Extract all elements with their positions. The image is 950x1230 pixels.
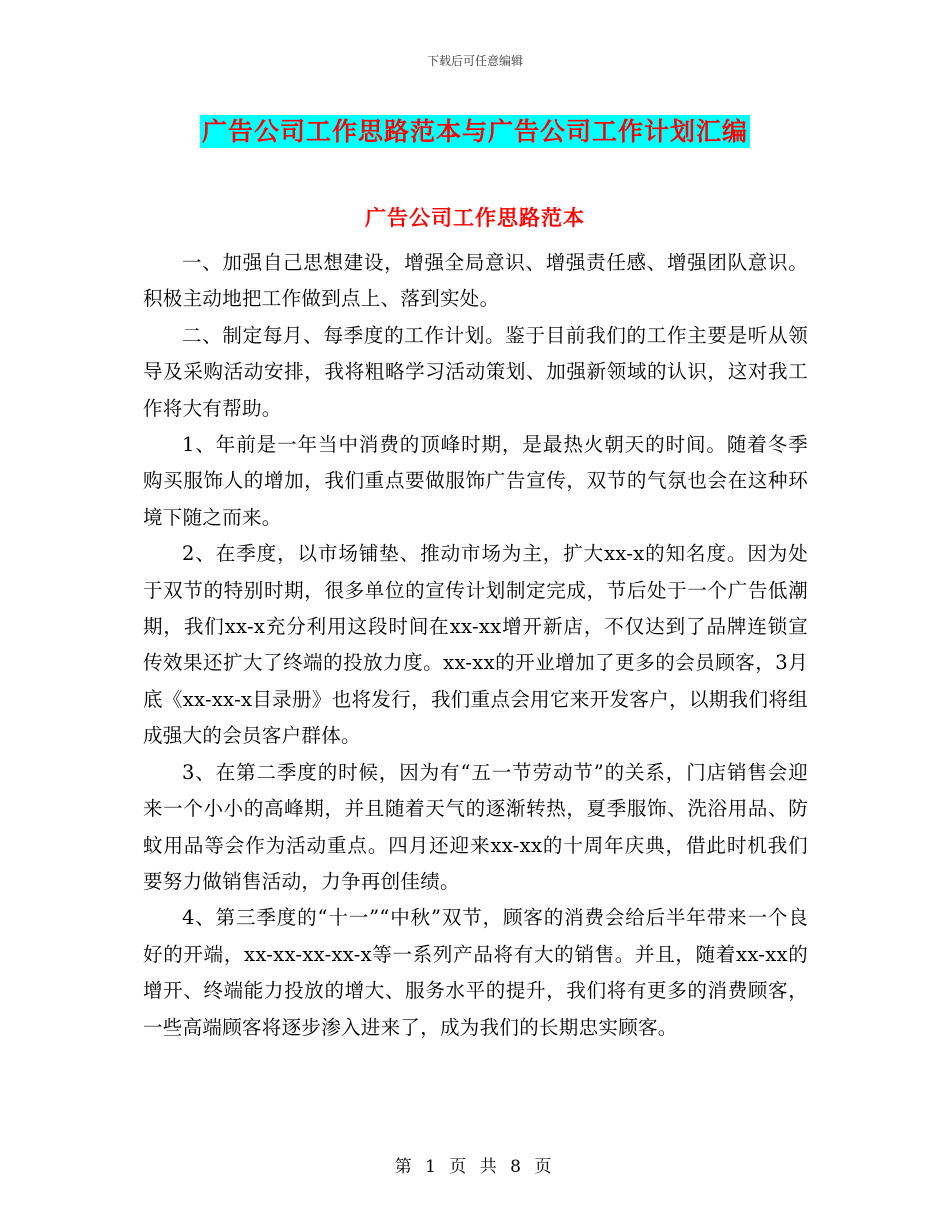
paragraph: 1、年前是一年当中消费的顶峰时期，是最热火朝天的时间。随着冬季购买服饰人的增加，我们重点要做服饰广告宣传，双节的气氛也会在这种环境下随之而来。 (143, 433, 808, 529)
paragraph: 3、在第二季度的时候，因为有“五一节劳动节”的关系，门店销售会迎来一个小小的高峰期，并且随着天气的逐渐转热，夏季服饰、洗浴用品、防蚊用品等会作为活动重点。四月还迎来xx-xx的十周年庆典，借此时机我们要努力做销售活动，力争再创佳绩。 (143, 760, 808, 893)
document-body (143, 245, 808, 1046)
main-title-text: 广告公司工作思路范本与广告公司工作计划汇编 (201, 117, 748, 146)
main-title (0, 112, 950, 148)
header-note: 下载后可任意编辑 (426, 54, 523, 68)
paragraph: 4、第三季度的“十一”“中秋”双节，顾客的消费会给后半年带来一个良好的开端，xx-xx-xx-xx-x等一系列产品将有大的销售。并且，随着xx-xx的增开、终端能力投放的增大、服务水平的提升，我们将有更多的消费顾客，一些高端顾客将逐步渗入进来了，成为我们的长期忠实顾客。 (143, 906, 808, 1039)
section-title: 广告公司工作思路范本 (365, 206, 585, 230)
paragraph: 一、加强自己思想建设，增强全局意识、增强责任感、增强团队意识。积极主动地把工作做到点上、落到实处。 (143, 251, 808, 311)
paragraph: 2、在季度，以市场铺垫、推动市场为主，扩大xx-x的知名度。因为处于双节的特别时期，很多单位的宣传计划制定完成，节后处于一个广告低潮期，我们xx-x充分利用这段时间在xx-xx增开新店，不仅达到了品牌连锁宣传效果还扩大了终端的投放力度。xx-xx的开业增加了更多的会员顾客，3月底《xx-xx-x目录册》也将发行，我们重点会用它来开发客户，以期我们将组成强大的会员客户群体。 (143, 542, 808, 748)
page-number: 第 1 页 共 8 页 (394, 1157, 556, 1177)
paragraph: 二、制定每月、每季度的工作计划。鉴于目前我们的工作主要是听从领导及采购活动安排，我将粗略学习活动策划、加强新领域的认识，这对我工作将大有帮助。 (143, 323, 808, 420)
